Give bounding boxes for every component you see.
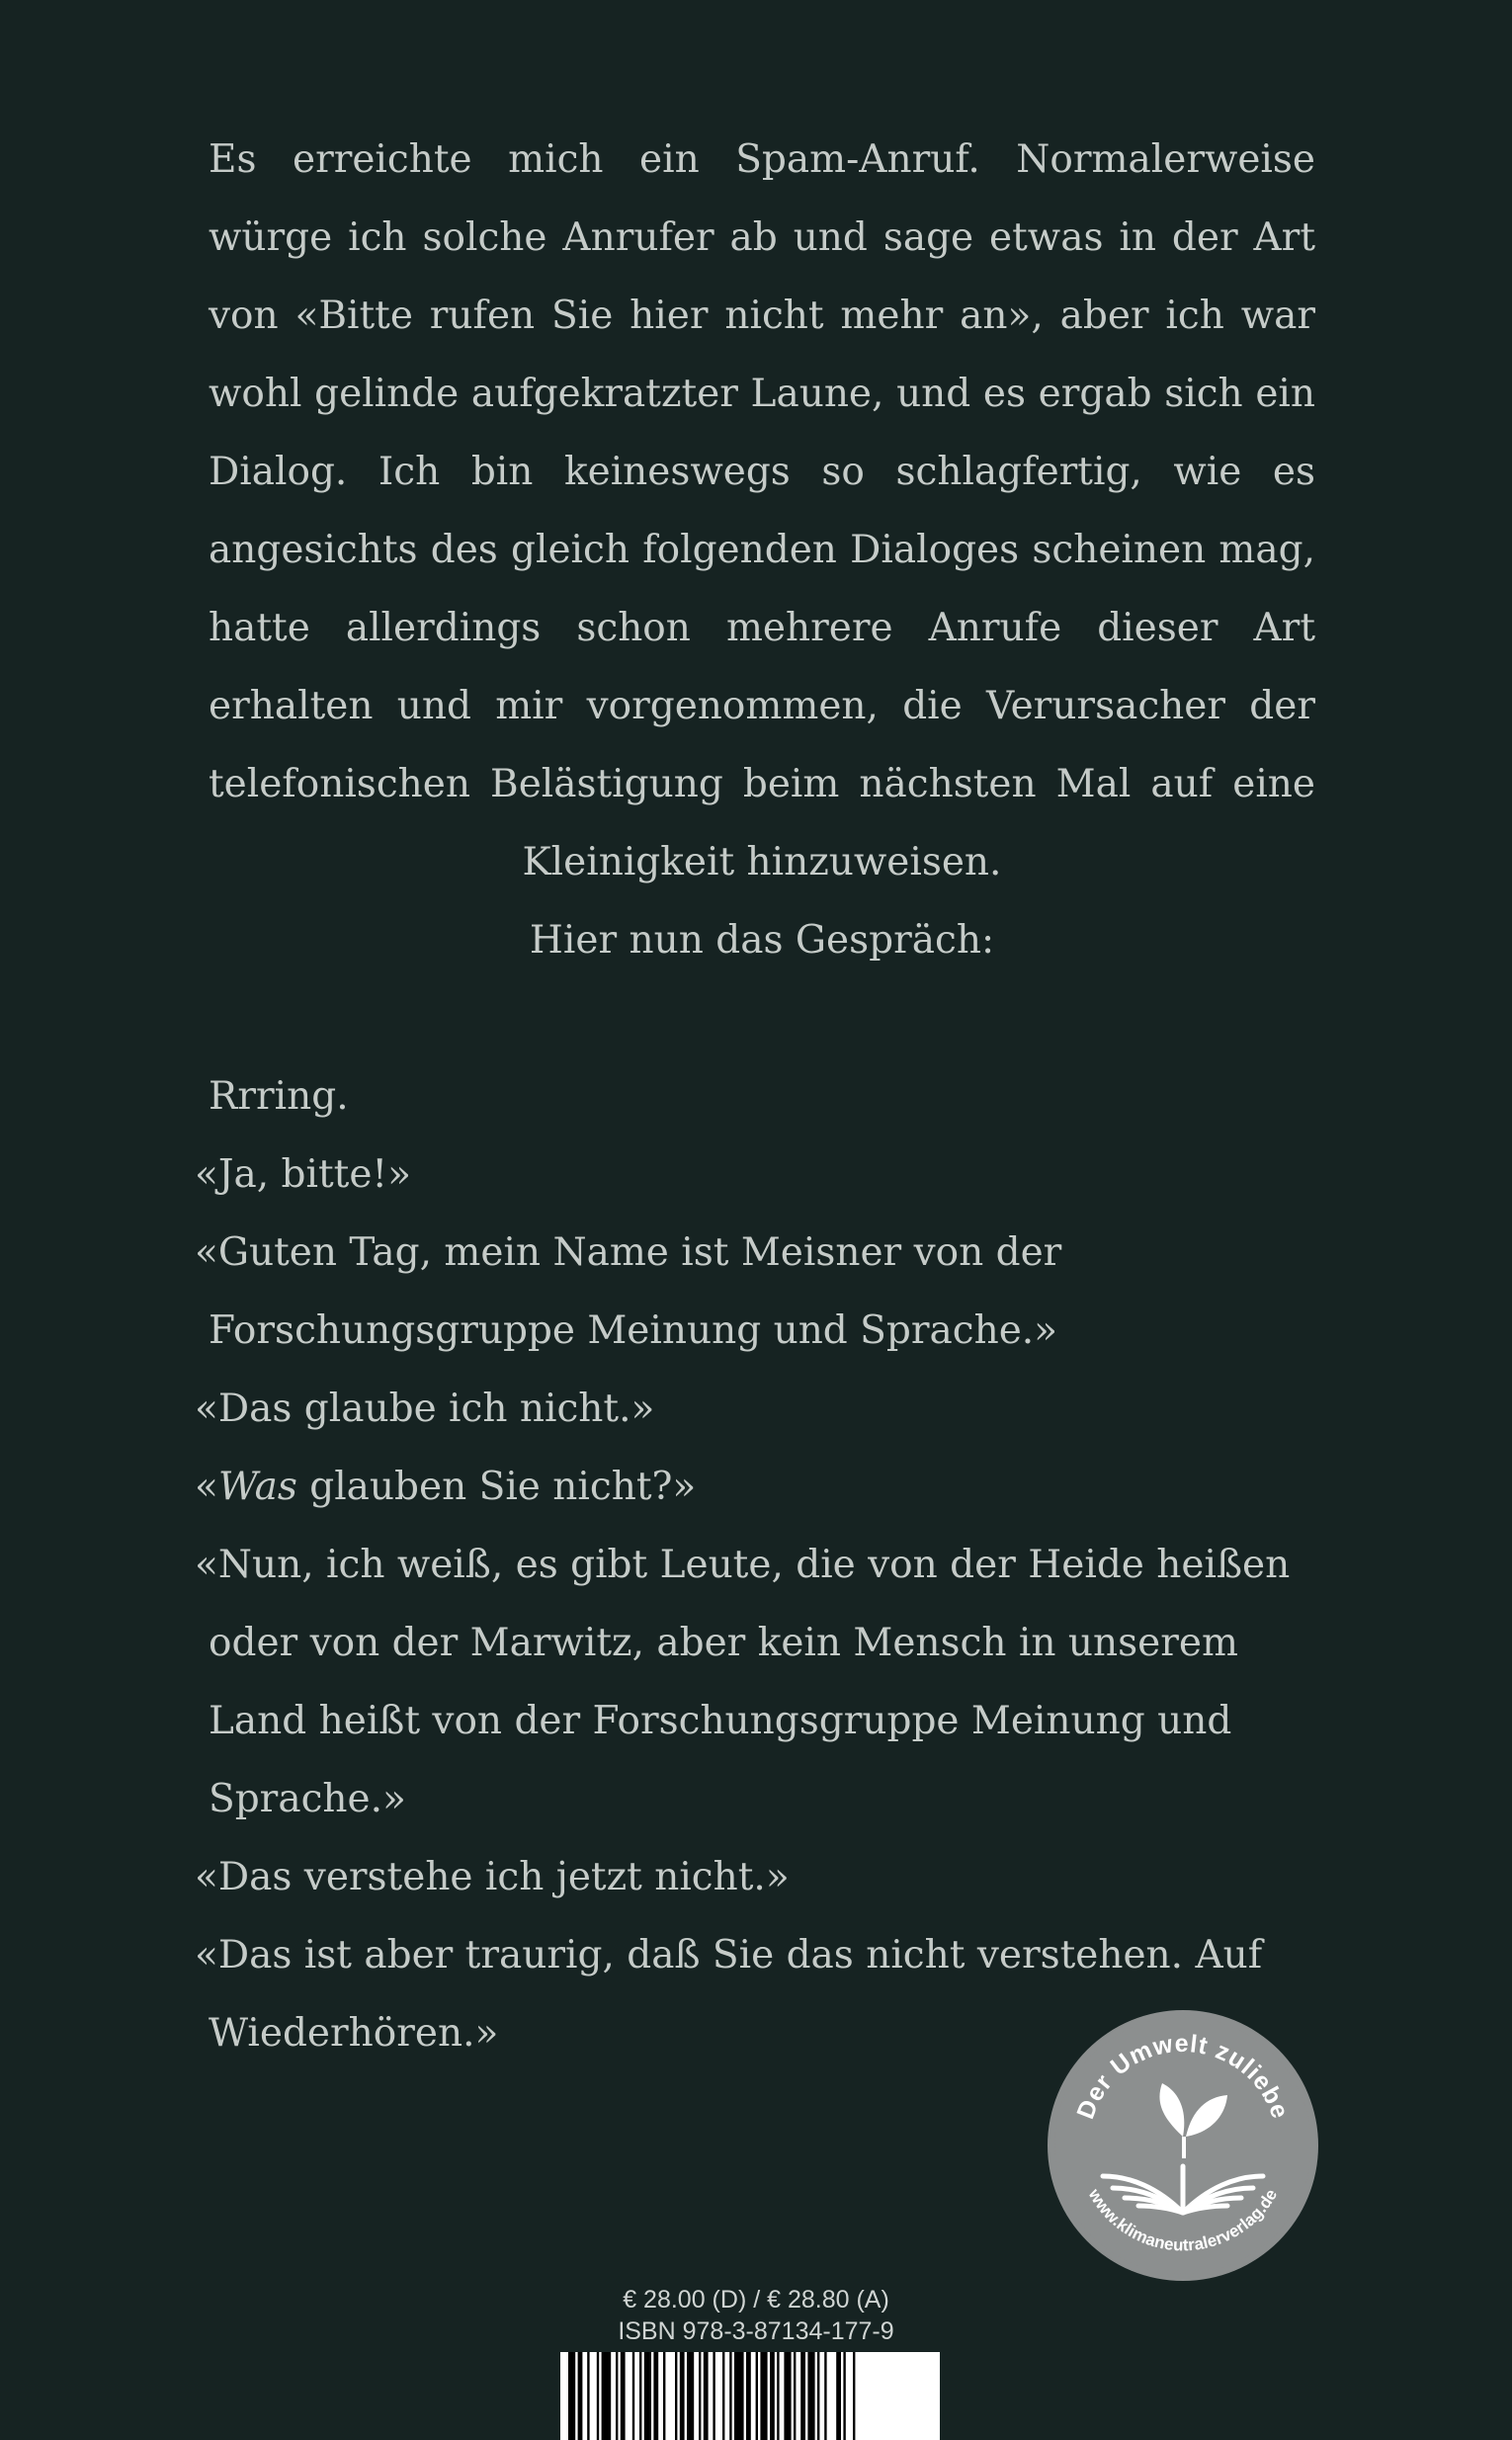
barcode-bar bbox=[760, 2352, 767, 2440]
barcode-bar bbox=[616, 2352, 618, 2440]
barcode-bar bbox=[568, 2352, 575, 2440]
barcode-bar bbox=[746, 2352, 751, 2440]
dialog bbox=[195, 1057, 1315, 2072]
seal-graphic bbox=[1048, 2010, 1318, 2281]
barcode-bars bbox=[560, 2352, 940, 2440]
barcode-bar bbox=[663, 2352, 665, 2440]
barcode-bar bbox=[597, 2352, 599, 2440]
dialog-line bbox=[195, 1448, 1315, 1526]
barcode-bar bbox=[734, 2352, 744, 2440]
climate-neutral-seal bbox=[1048, 2010, 1318, 2281]
spacer bbox=[209, 979, 1315, 1057]
italic-word: Was bbox=[217, 1465, 297, 1509]
barcode-bar bbox=[713, 2352, 714, 2440]
barcode-bar bbox=[632, 2352, 634, 2440]
barcode bbox=[560, 2352, 940, 2440]
barcode-bar bbox=[587, 2352, 589, 2440]
barcode-bar bbox=[770, 2352, 775, 2440]
dialog-line: «Das ist aber traurig, daß Sie das nicht verstehen. Auf Wiederhören.» bbox=[195, 1933, 1263, 2056]
barcode-bar bbox=[578, 2352, 583, 2440]
price-label: € 28.00 (D) / € 28.80 (A) bbox=[623, 2286, 889, 2314]
barcode-bar bbox=[777, 2352, 779, 2440]
barcode-bar bbox=[639, 2352, 641, 2440]
barcode-bar bbox=[729, 2352, 731, 2440]
barcode-bar bbox=[687, 2352, 694, 2440]
barcode-bar bbox=[807, 2352, 814, 2440]
lead-in: Hier nun das Gespräch: bbox=[529, 918, 995, 963]
barcode-bar bbox=[817, 2352, 819, 2440]
dialog-line-ring: Rrring. bbox=[209, 1074, 349, 1119]
dialog-line: «Das verstehe ich jetzt nicht.» bbox=[195, 1855, 790, 1899]
barcode-bar bbox=[704, 2352, 709, 2440]
barcode-bar bbox=[680, 2352, 685, 2440]
barcode-bar bbox=[824, 2352, 826, 2440]
barcode-bar bbox=[699, 2352, 701, 2440]
intro-paragraph: Es erreichte mich ein Spam-Anruf. Normalerweise würge ich solche Anrufer ab und sage etwas in der Art von «Bitte rufen Sie hier nicht mehr an», aber ich war wohl gelinde aufgekratzter Laune, und es ergab sich ein Dialog. Ich bin keineswegs so schlagfertig, wie es angesichts des gleich folgenden Dialoges scheinen mag, hatte allerdings schon mehrere Anrufe dieser Art erhalten und mir vorgenommen, die Verursacher der telefonischen Belästigung beim nächsten Mal auf eine Kleinigkeit hinzuweisen. bbox=[209, 137, 1315, 884]
barcode-bar bbox=[800, 2352, 805, 2440]
barcode-bar bbox=[675, 2352, 677, 2440]
barcode-bar bbox=[853, 2352, 855, 2440]
barcode-bar bbox=[621, 2352, 626, 2440]
barcode-bar bbox=[722, 2352, 724, 2440]
barcode-bar bbox=[644, 2352, 651, 2440]
barcode-bar bbox=[843, 2352, 845, 2440]
barcode-bar bbox=[602, 2352, 612, 2440]
dialog-line: «Das glaube ich nicht.» bbox=[195, 1387, 655, 1431]
seal-bottom-text: www.klimaneutralerverlag.de bbox=[1084, 2185, 1282, 2255]
dialog-line: «Nun, ich weiß, es gibt Leute, die von der Heide heißen oder von der Marwitz, aber kein Mensch in unserem Land heißt von der Forschungsgruppe Meinung und Sprache.» bbox=[195, 1543, 1291, 1821]
quote-open: « bbox=[195, 1465, 218, 1509]
barcode-bar bbox=[756, 2352, 758, 2440]
barcode-bar bbox=[836, 2352, 841, 2440]
seal-top-text: Der Umwelt zuliebe bbox=[1071, 2029, 1295, 2123]
barcode-bar bbox=[794, 2352, 796, 2440]
dialog-line-rest: glauben Sie nicht?» bbox=[296, 1465, 697, 1509]
dialog-line: «Guten Tag, mein Name ist Meisner von der Forschungsgruppe Meinung und Sprache.» bbox=[195, 1230, 1062, 1353]
barcode-bar bbox=[784, 2352, 791, 2440]
dialog-line: «Ja, bitte!» bbox=[195, 1152, 411, 1197]
isbn-label: ISBN 978-3-87134-177-9 bbox=[618, 2317, 894, 2345]
blurb-text bbox=[195, 121, 1315, 2072]
barcode-bar bbox=[653, 2352, 658, 2440]
